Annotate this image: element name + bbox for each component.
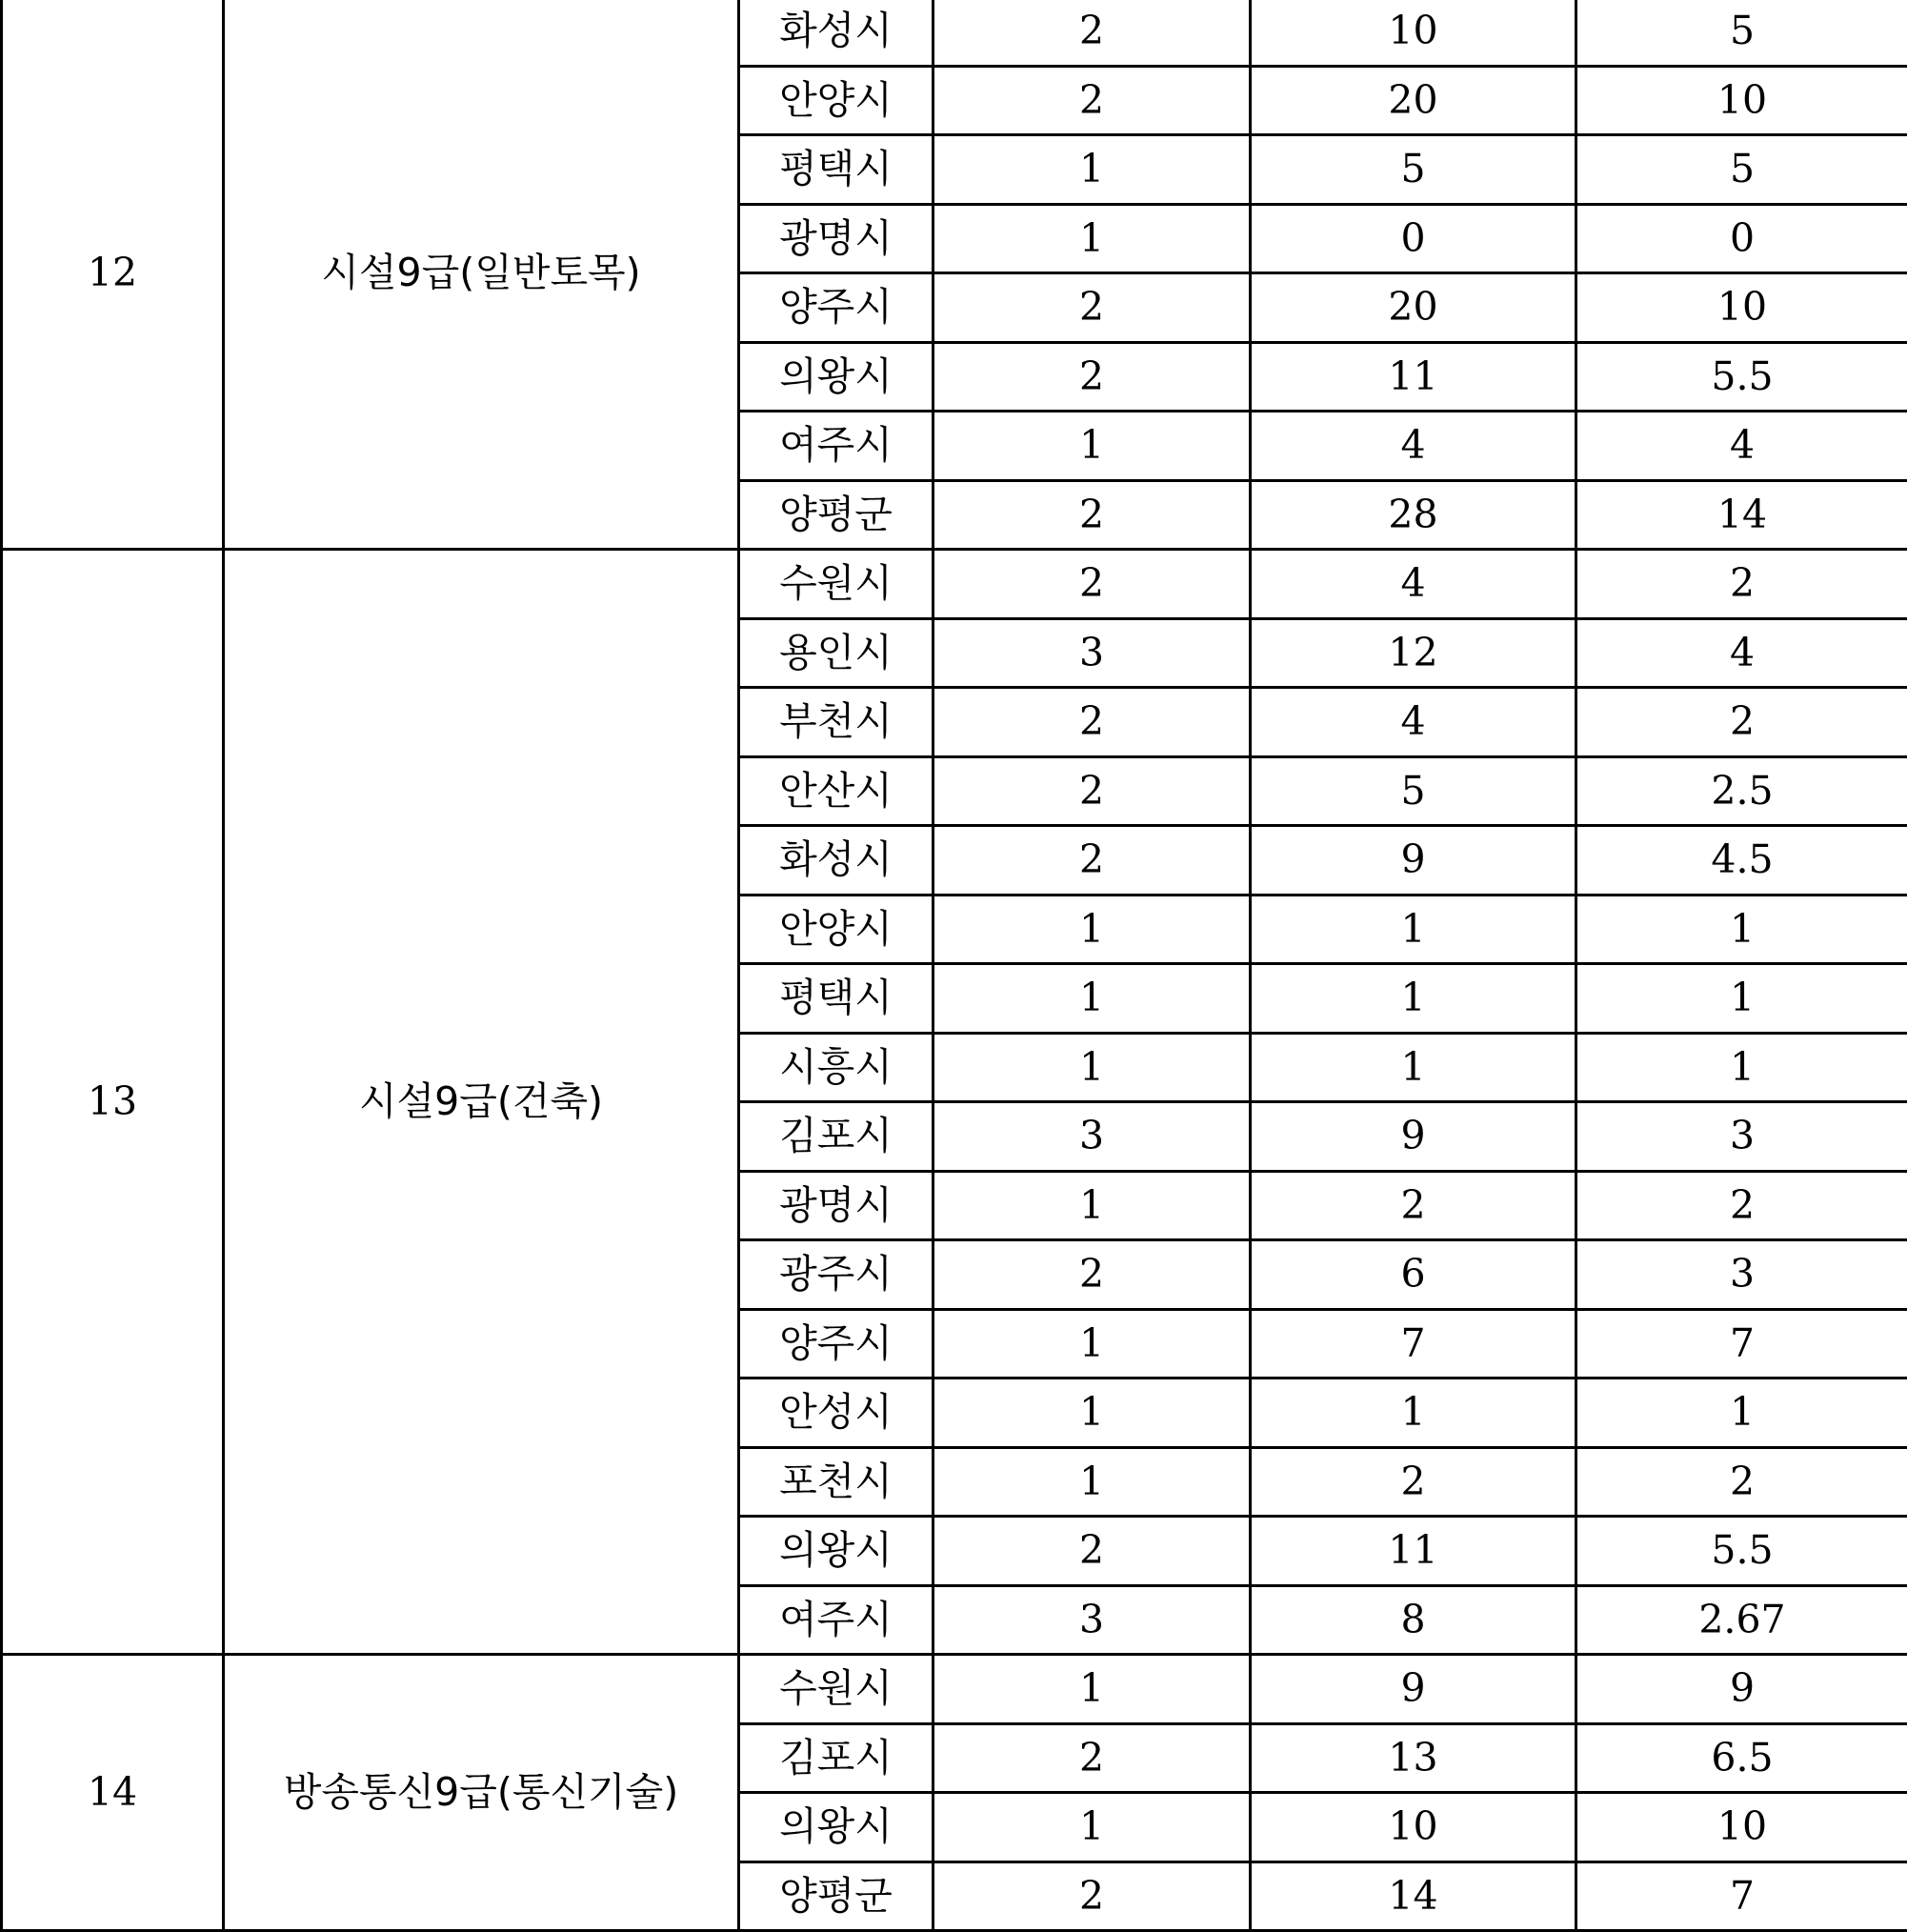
region-cell: 의왕시: [739, 1793, 933, 1862]
value-cell-3: 5.5: [1576, 342, 1907, 412]
region-cell: 양평군: [739, 480, 933, 550]
value-cell-3: 3: [1576, 1102, 1907, 1172]
group-number-cell: 12: [2, 0, 224, 550]
region-cell: 용인시: [739, 618, 933, 688]
region-cell: 광명시: [739, 1171, 933, 1240]
value-cell-2: 2: [1251, 1171, 1576, 1240]
value-cell-3: 2: [1576, 1447, 1907, 1517]
value-cell-3: 5.5: [1576, 1517, 1907, 1586]
value-cell-1: 2: [933, 826, 1251, 896]
table-row: [2, 1655, 1907, 1724]
region-cell: 양주시: [739, 273, 933, 343]
region-cell: 여주시: [739, 1585, 933, 1655]
value-cell-2: 9: [1251, 1655, 1576, 1724]
value-cell-3: 5: [1576, 135, 1907, 205]
value-cell-2: 20: [1251, 66, 1576, 135]
value-cell-3: 1: [1576, 964, 1907, 1034]
value-cell-3: 7: [1576, 1309, 1907, 1379]
value-cell-2: 5: [1251, 756, 1576, 826]
value-cell-1: 2: [933, 1862, 1251, 1931]
table-body: [2, 0, 1907, 1931]
value-cell-2: 0: [1251, 204, 1576, 273]
region-cell: 포천시: [739, 1447, 933, 1517]
region-cell: 화성시: [739, 826, 933, 896]
group-title-cell: 방송통신9급(통신기술): [224, 1655, 739, 1931]
group-number-cell: 14: [2, 1655, 224, 1931]
group-number-cell: 13: [2, 550, 224, 1655]
value-cell-1: 1: [933, 964, 1251, 1034]
value-cell-3: 10: [1576, 66, 1907, 135]
value-cell-3: 6.5: [1576, 1723, 1907, 1793]
value-cell-3: 7: [1576, 1862, 1907, 1931]
region-cell: 광주시: [739, 1240, 933, 1310]
region-cell: 화성시: [739, 0, 933, 66]
value-cell-1: 2: [933, 66, 1251, 135]
value-cell-2: 1: [1251, 1379, 1576, 1448]
value-cell-1: 2: [933, 1723, 1251, 1793]
value-cell-3: 10: [1576, 273, 1907, 343]
value-cell-2: 2: [1251, 1447, 1576, 1517]
group-title-cell: 시설9급(일반토목): [224, 0, 739, 550]
value-cell-2: 13: [1251, 1723, 1576, 1793]
region-cell: 안산시: [739, 756, 933, 826]
value-cell-2: 8: [1251, 1585, 1576, 1655]
value-cell-2: 7: [1251, 1309, 1576, 1379]
value-cell-3: 9: [1576, 1655, 1907, 1724]
value-cell-1: 1: [933, 135, 1251, 205]
value-cell-1: 1: [933, 1309, 1251, 1379]
region-cell: 수원시: [739, 550, 933, 619]
value-cell-1: 1: [933, 1171, 1251, 1240]
value-cell-3: 2: [1576, 688, 1907, 757]
value-cell-3: 2: [1576, 550, 1907, 619]
value-cell-3: 2: [1576, 1171, 1907, 1240]
value-cell-1: 3: [933, 1102, 1251, 1172]
region-cell: 양주시: [739, 1309, 933, 1379]
value-cell-1: 2: [933, 0, 1251, 66]
value-cell-3: 3: [1576, 1240, 1907, 1310]
value-cell-2: 10: [1251, 0, 1576, 66]
region-cell: 김포시: [739, 1723, 933, 1793]
region-cell: 평택시: [739, 964, 933, 1034]
value-cell-3: 10: [1576, 1793, 1907, 1862]
table-row: [2, 0, 1907, 66]
region-cell: 의왕시: [739, 1517, 933, 1586]
region-cell: 평택시: [739, 135, 933, 205]
value-cell-1: 2: [933, 550, 1251, 619]
value-cell-2: 9: [1251, 826, 1576, 896]
value-cell-2: 28: [1251, 480, 1576, 550]
value-cell-3: 5: [1576, 0, 1907, 66]
value-cell-3: 1: [1576, 1033, 1907, 1102]
value-cell-3: 4.5: [1576, 826, 1907, 896]
value-cell-3: 2.5: [1576, 756, 1907, 826]
value-cell-3: 4: [1576, 412, 1907, 481]
value-cell-1: 2: [933, 342, 1251, 412]
value-cell-3: 0: [1576, 204, 1907, 273]
value-cell-1: 2: [933, 1240, 1251, 1310]
value-cell-2: 4: [1251, 550, 1576, 619]
value-cell-1: 2: [933, 273, 1251, 343]
region-cell: 안성시: [739, 1379, 933, 1448]
region-cell: 수원시: [739, 1655, 933, 1724]
value-cell-3: 1: [1576, 895, 1907, 964]
value-cell-1: 1: [933, 1447, 1251, 1517]
value-cell-2: 11: [1251, 342, 1576, 412]
region-cell: 여주시: [739, 412, 933, 481]
value-cell-1: 1: [933, 1379, 1251, 1448]
value-cell-2: 1: [1251, 964, 1576, 1034]
value-cell-1: 1: [933, 1793, 1251, 1862]
value-cell-1: 1: [933, 1655, 1251, 1724]
value-cell-2: 20: [1251, 273, 1576, 343]
region-cell: 안양시: [739, 66, 933, 135]
value-cell-2: 6: [1251, 1240, 1576, 1310]
value-cell-3: 4: [1576, 618, 1907, 688]
region-cell: 의왕시: [739, 342, 933, 412]
region-cell: 김포시: [739, 1102, 933, 1172]
value-cell-1: 2: [933, 756, 1251, 826]
value-cell-2: 1: [1251, 1033, 1576, 1102]
value-cell-1: 1: [933, 895, 1251, 964]
value-cell-2: 11: [1251, 1517, 1576, 1586]
value-cell-2: 5: [1251, 135, 1576, 205]
value-cell-2: 4: [1251, 412, 1576, 481]
value-cell-3: 2.67: [1576, 1585, 1907, 1655]
region-cell: 안양시: [739, 895, 933, 964]
value-cell-1: 2: [933, 688, 1251, 757]
value-cell-1: 1: [933, 412, 1251, 481]
value-cell-1: 3: [933, 1585, 1251, 1655]
value-cell-3: 14: [1576, 480, 1907, 550]
value-cell-2: 10: [1251, 1793, 1576, 1862]
value-cell-2: 9: [1251, 1102, 1576, 1172]
region-cell: 광명시: [739, 204, 933, 273]
value-cell-1: 2: [933, 1517, 1251, 1586]
table-row: [2, 550, 1907, 619]
region-cell: 부천시: [739, 688, 933, 757]
group-title-cell: 시설9급(건축): [224, 550, 739, 1655]
value-cell-2: 1: [1251, 895, 1576, 964]
value-cell-2: 12: [1251, 618, 1576, 688]
value-cell-1: 2: [933, 480, 1251, 550]
value-cell-2: 14: [1251, 1862, 1576, 1931]
value-cell-1: 1: [933, 204, 1251, 273]
value-cell-3: 1: [1576, 1379, 1907, 1448]
region-cell: 시흥시: [739, 1033, 933, 1102]
value-cell-2: 4: [1251, 688, 1576, 757]
value-cell-1: 3: [933, 618, 1251, 688]
region-cell: 양평군: [739, 1862, 933, 1931]
value-cell-1: 1: [933, 1033, 1251, 1102]
